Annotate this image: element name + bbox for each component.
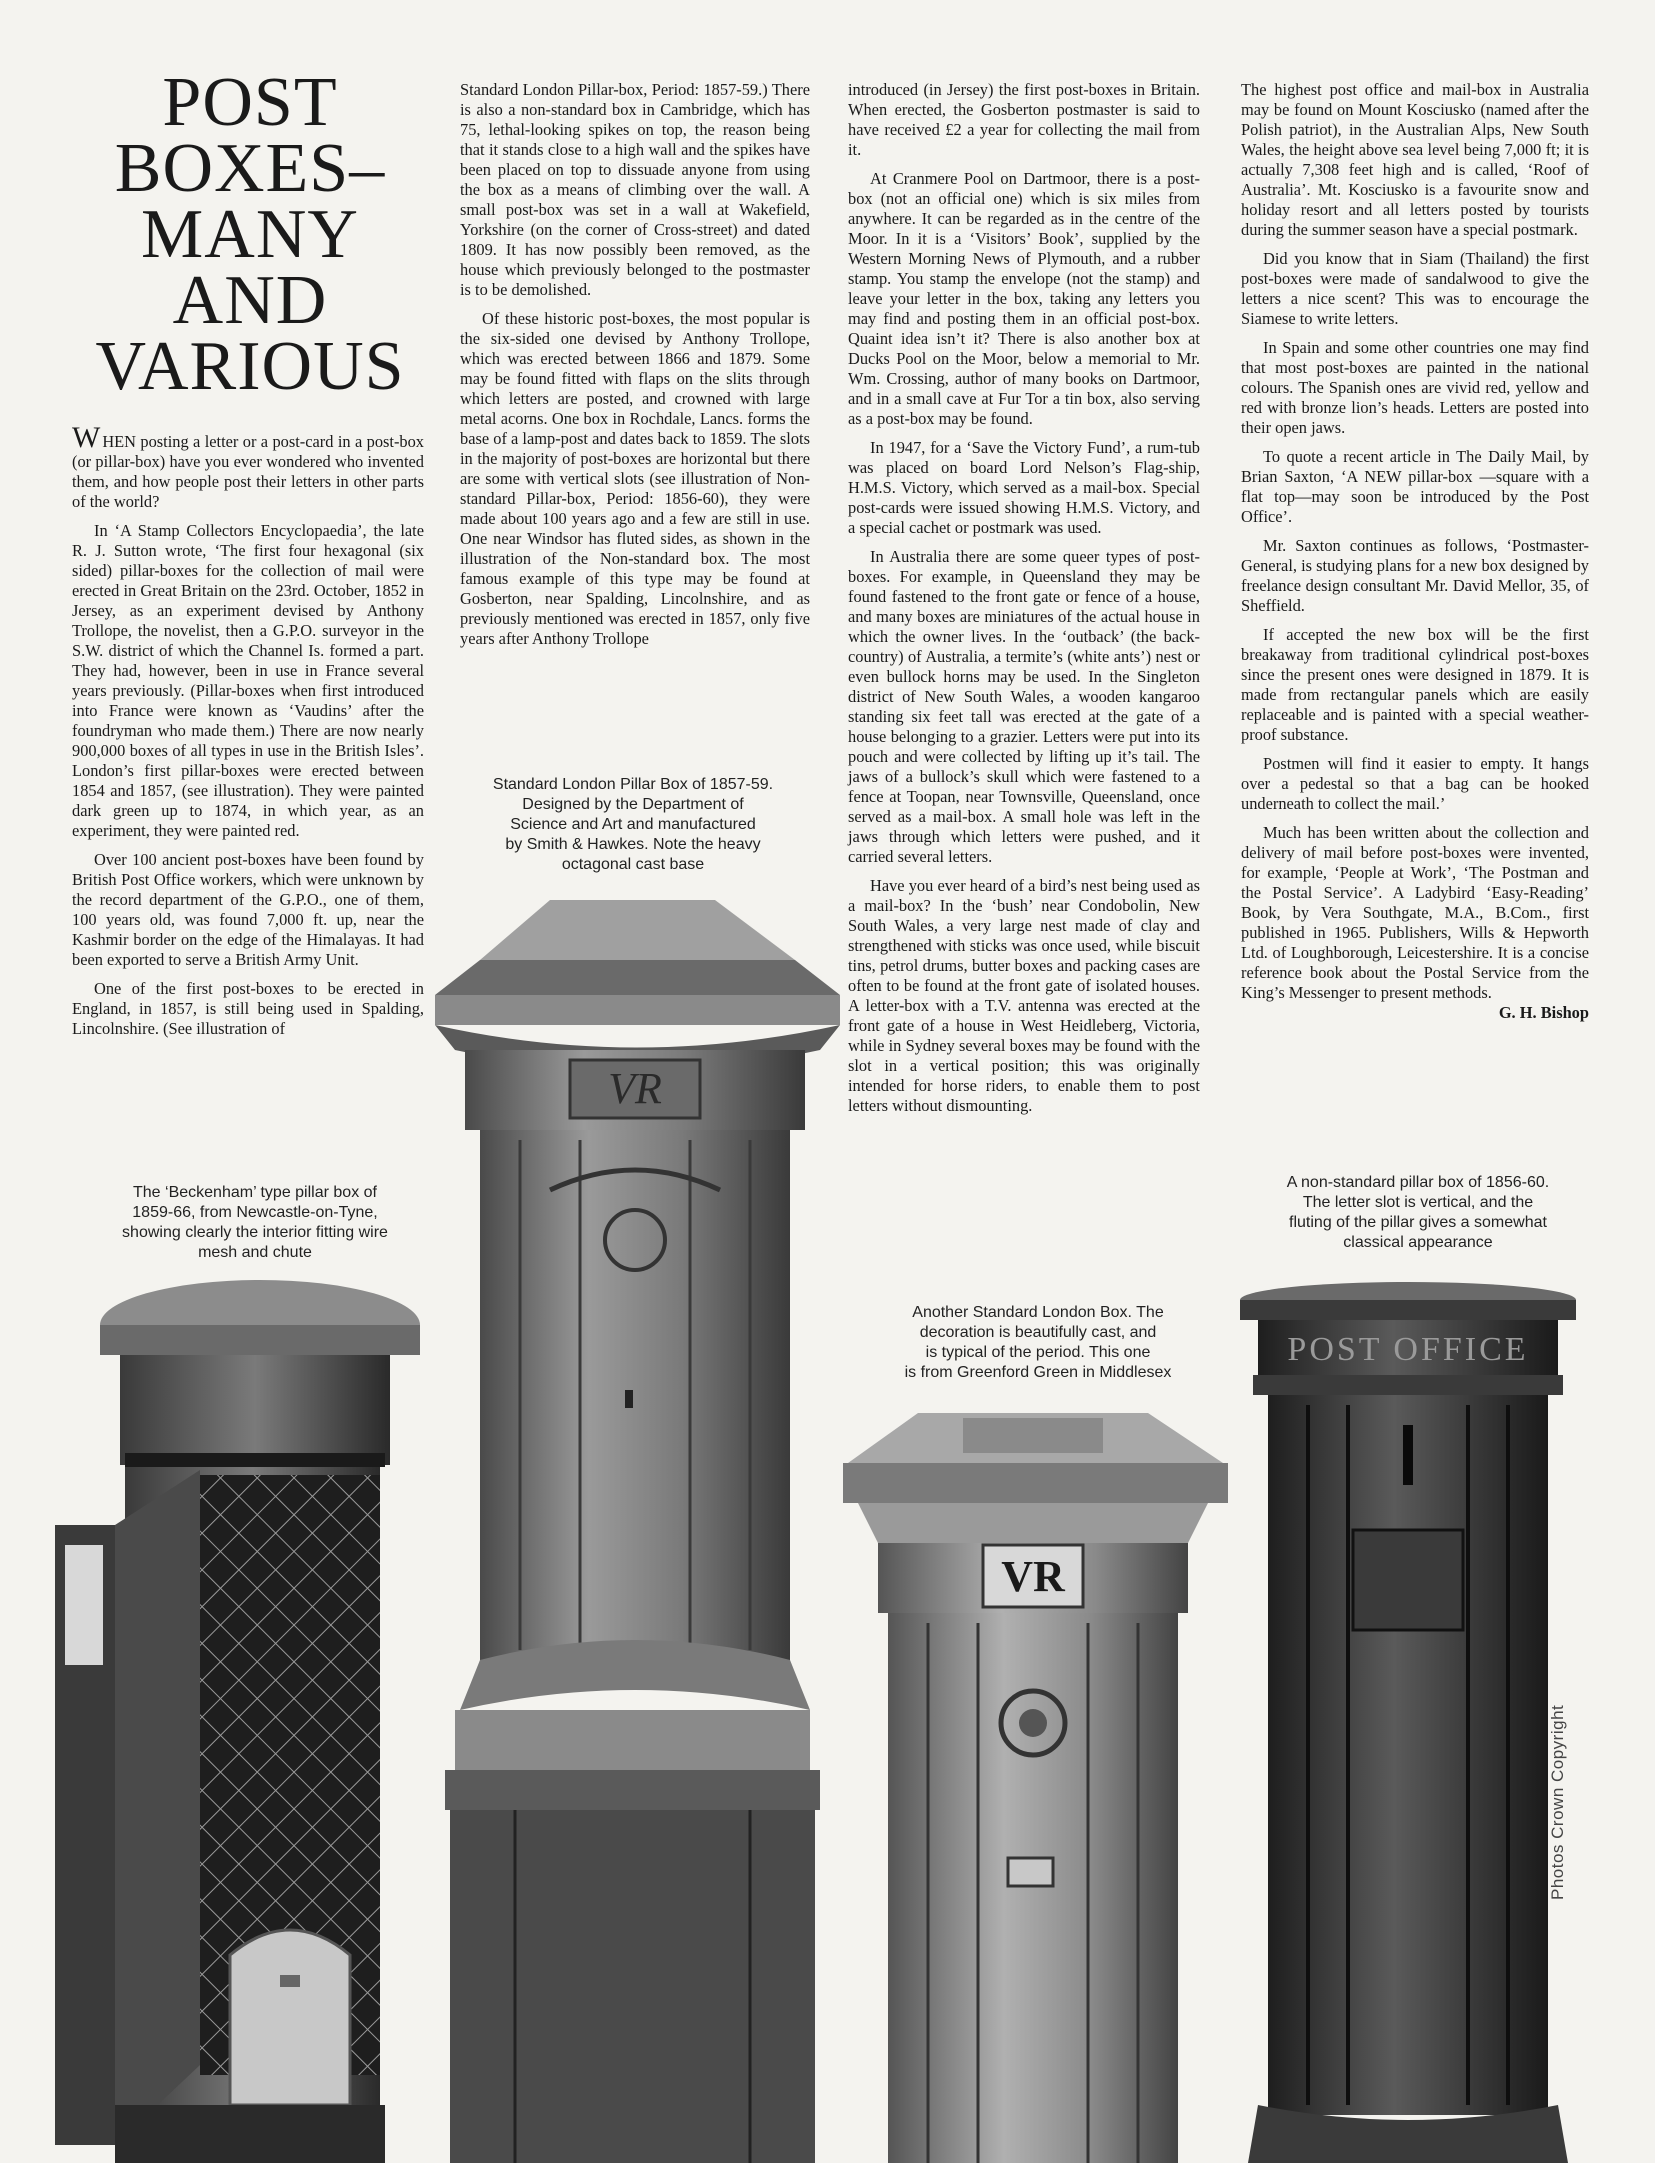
photo-greenford-pillar-box bbox=[838, 1393, 1230, 2163]
paragraph: In Spain and some other countries one may find that most post-boxes are painted in the national colours. The Spanish ones are vivid red, yellow and red with bronze lion’s heads. Letters are posted into their open jaws. bbox=[1241, 338, 1589, 437]
paragraph: Standard London Pillar-box, Period: 1857-59.) There is also a non-standard box in Cambridge, which has 75, lethal-looking spikes on top, the reason being that it stands close to a high wall and the spikes have been placed on top to dissuade anyone from using the box as a means of climbing over the wall. A small post-box was set in a wall at Wakefield, Yorkshire (on the corner of Cross-street) and dated 1809. It has now possibly been removed, as the house which previously belonged to the postmaster is to be demolished. bbox=[460, 80, 810, 299]
caption-line: The ‘Beckenham’ type pillar box of bbox=[133, 1184, 377, 1201]
paragraph: Postmen will find it easier to empty. It hangs over a pedestal so that a bag can be hooked underneath to collect the mail.’ bbox=[1241, 754, 1589, 813]
title-line: AND bbox=[172, 262, 328, 339]
band-lettering: POST OFFICE bbox=[1287, 1331, 1529, 1368]
caption-line: fluting of the pillar gives a somewhat bbox=[1289, 1214, 1547, 1231]
caption-non-standard bbox=[1238, 1173, 1598, 1253]
paragraph: In 1947, for a ‘Save the Victory Fund’, a rum-tub was placed on board Lord Nelson’s Flag-ship, H.M.S. Victory, which served as a mail-box. Special post-cards were issued showing H.M.S. Victory, and a special cachet or postmark was used. bbox=[848, 438, 1200, 537]
caption-line: classical appearance bbox=[1343, 1234, 1493, 1251]
title-line: POST bbox=[162, 64, 338, 141]
caption-beckenham bbox=[70, 1183, 440, 1263]
paragraph bbox=[72, 421, 424, 512]
author-signature: G. H. Bishop bbox=[1498, 1003, 1589, 1022]
title-line: BOXES– bbox=[114, 130, 386, 207]
caption-standard-london bbox=[448, 775, 818, 875]
paragraph: Of these historic post-boxes, the most popular is the six-sided one devised by Anthony Trollope, which was erected between 1866 and 1879. Some may be found fitted with flaps on the slits through which letters are posted, and crowned with large metal acorns. One box in Rochdale, Lancs. forms the base of a lamp-post and dates back to 1859. The slots in the majority of post-boxes are horizontal but there are some with vertical slots (see illustration of Non-standard Pillar-box, Period: 1856-60), they were made about 100 years ago and a few are still in use. One near Windsor has fluted sides, as shown in the illustration of the Non-standard box. The most famous example of this type may be found at Gosberton, near Spalding, Lincolnshire, and as previously mentioned was erected in 1857, only five years after Anthony Trollope bbox=[460, 309, 810, 648]
caption-line: 1859-66, from Newcastle-on-Tyne, bbox=[132, 1204, 378, 1221]
paragraph: introduced (in Jersey) the first post-boxes in Britain. When erected, the Gosberton postmaster is said to have received £2 a year for collecting the mail from it. bbox=[848, 80, 1200, 159]
pillar-box-illustration bbox=[1238, 1275, 1578, 2163]
paragraph: One of the first post-boxes to be erected in England, in 1857, is still being used in Spalding, Lincolnshire. (See illustration of bbox=[72, 979, 424, 1038]
photo-beckenham-pillar-box bbox=[55, 1275, 430, 2163]
drop-cap: W bbox=[72, 421, 101, 454]
paragraph: Over 100 ancient post-boxes have been found by British Post Office workers, which were unknown by the record department of the G.P.O., one of them, 100 years old, was found 7,000 ft. up, near the Kashmir border on the edge of the Himalayas. It had been exported to serve a British Army Unit. bbox=[72, 850, 424, 969]
photo-standard-london-pillar-box bbox=[420, 890, 845, 2163]
paragraph-text: HEN posting a letter or a post-card in a post-box (or pillar-box) have you ever wondered who invented them, and how people post their letters in other parts of the world? bbox=[72, 432, 424, 511]
caption-line: Science and Art and manufactured bbox=[510, 816, 756, 833]
photo-non-standard-pillar-box bbox=[1238, 1275, 1578, 2163]
paragraph: In ‘A Stamp Collectors Encyclopaedia’, the late R. J. Sutton wrote, ‘The first four hexagonal (six sided) pillar-boxes for the collection of mail were erected in Great Britain on the 23rd. October, 1852 in Jersey, as an experiment devised by Anthony Trollope, the novelist, then a G.P.O. surveyor in the S.W. district of which the Channel Is. formed a part. They had, however, been in use in France several years previously. (Pillar-boxes when first introduced into France were known as ‘Vaudins’ after the foundryman who made them.) There are now nearly 900,000 boxes of all types in use in the British Isles’. London’s first pillar-boxes were erected between 1854 and 1857, (see illustration). They were painted dark green up to 1874, in which year, as an experiment, they were painted red. bbox=[72, 521, 424, 840]
paragraph: To quote a recent article in The Daily Mail, by Brian Saxton, ‘A NEW pillar-box —square with a flat top—may soon be introduced by the Post Office’. bbox=[1241, 447, 1589, 526]
paragraph: The highest post office and mail-box in Australia may be found on Mount Kosciusko (named after the Polish patriot), in the Australian Alps, New South Wales, the height above sea level being 7,000 ft; it is actually 7,308 feet high and is called, ‘Roof of Australia’. Mt. Kosciusko is a favourite snow and holiday resort and all letters posted by tourists during the summer season have a special postmark. bbox=[1241, 80, 1589, 239]
caption-line: by Smith & Hawkes. Note the heavy bbox=[505, 836, 761, 853]
column-3 bbox=[848, 80, 1200, 1125]
caption-line: is typical of the period. This one bbox=[925, 1344, 1151, 1361]
pillar-box-illustration bbox=[838, 1393, 1230, 2163]
caption-line: showing clearly the interior fitting wire bbox=[122, 1224, 388, 1241]
royal-cipher: VR bbox=[608, 1064, 662, 1113]
paragraph: Have you ever heard of a bird’s nest being used as a mail-box? In the ‘bush’ near Condobolin, New South Wales, a very large nest made of clay and strengthened with sticks was once used, while biscuit tins, petrol drums, butter boxes and packing cases are often to be found at the front gate of isolated houses. A letter-box with a T.V. antenna was erected at the front gate of a house in West Heidleberg, Victoria, while in Sydney several boxes may be found with the slot in a vertical position; this was originally intended for horse riders, to enable them to post letters without dismounting. bbox=[848, 876, 1200, 1115]
caption-line: Standard London Pillar Box of 1857-59. bbox=[492, 776, 774, 793]
royal-cipher: VR bbox=[1001, 1552, 1065, 1601]
title-line: MANY bbox=[141, 196, 359, 273]
caption-line: The letter slot is vertical, and the bbox=[1302, 1194, 1534, 1211]
caption-line: is from Greenford Green in Middlesex bbox=[904, 1364, 1172, 1381]
paragraph: Mr. Saxton continues as follows, ‘Postmaster-General, is studying plans for a new box designed by freelance design consultant Mr. David Mellor, 35, of Sheffield. bbox=[1241, 536, 1589, 615]
caption-line: Another Standard London Box. The bbox=[912, 1304, 1164, 1321]
column-1 bbox=[72, 421, 424, 1048]
column-2 bbox=[460, 80, 810, 658]
column-4 bbox=[1241, 80, 1589, 1023]
caption-line: octagonal cast base bbox=[561, 856, 705, 873]
paragraph: At Cranmere Pool on Dartmoor, there is a post-box (not an official one) which is six miles from anywhere. It can be regarded as in the centre of the Moor. In it is a ‘Visitors’ Book’, supplied by the Western Morning News of Plymouth, and a rubber stamp. You stamp the envelope (not the stamp) and leave your letter in the box, taking any letters you may find and posting them in an official post-box. Quaint idea isn’t it? There is also another box at Ducks Pool on the Moor, below a memorial to Mr. Wm. Crossing, author of many books on Dartmoor, and in a small cave at Fur Tor a tin box, also serving as a post-box may be found. bbox=[848, 169, 1200, 428]
photo-credit: Photos Crown Copyright bbox=[1548, 1704, 1567, 1900]
title-line: VARIOUS bbox=[95, 328, 405, 405]
pillar-box-illustration bbox=[55, 1275, 430, 2163]
paragraph-text: Much has been written about the collection and delivery of mail before post-boxes were invented, for example, ‘People at Work’, ‘The Postman and the Postal Service’. A Ladybird ‘Easy-Reading’ Book, by Vera Southgate, M.A., B.Com., first published in 1965. Publishers, Wills & Hepworth Ltd. of Loughborough, Leicestershire. It is a concise reference book about the Postal Service from the King’s Messenger to present methods. bbox=[1241, 823, 1589, 1002]
pillar-box-illustration bbox=[420, 890, 845, 2163]
paragraph: Did you know that in Siam (Thailand) the first post-boxes were made of sandalwood to give the letters a nice scent? This was to encourage the Siamese to write letters. bbox=[1241, 249, 1589, 328]
caption-greenford bbox=[848, 1303, 1228, 1383]
caption-line: Designed by the Department of bbox=[522, 796, 744, 813]
paragraph: In Australia there are some queer types of post-boxes. For example, in Queensland they may be found fastened to the front gate or fence of a house, and many boxes are miniatures of the actual house in which the owner lives. In the ‘outback’ (the back-country) of Australia, a termite’s (white ants’) nest or even bullock horns may be used. In the Singleton district of New South Wales, a wooden kangaroo standing six feet tall was erected at the gate of a house belonging to a grazier. Letters were put into its pouch and were collected by lifting up it’s tail. The jaws of a bullock’s skull which were fastened to a fence at Toopan, near Townsville, Queensland, once served as a mail-box. A small hole was left in the jaws through which letters were pushed, and it carried several letters. bbox=[848, 547, 1200, 866]
caption-line: mesh and chute bbox=[198, 1244, 312, 1261]
paragraph bbox=[1241, 823, 1589, 1022]
caption-line: decoration is beautifully cast, and bbox=[919, 1324, 1157, 1341]
article-title bbox=[70, 64, 430, 405]
paragraph: If accepted the new box will be the first breakaway from traditional cylindrical post-boxes since the present ones were designed in 1879. It is made from rectangular panels which are easily replaceable and is painted with a special weather-proof substance. bbox=[1241, 625, 1589, 744]
caption-line: A non-standard pillar box of 1856-60. bbox=[1286, 1174, 1550, 1191]
